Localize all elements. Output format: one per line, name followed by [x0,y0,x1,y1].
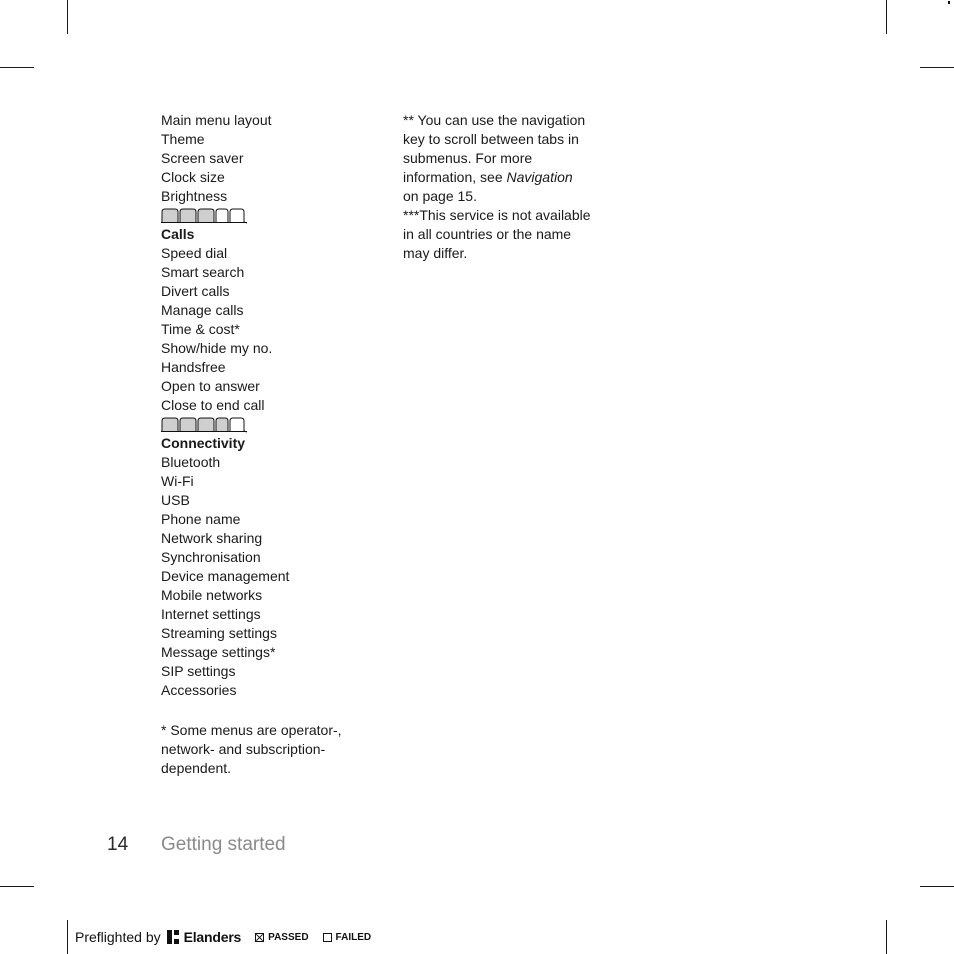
menu-item: Device management [161,568,290,584]
menu-item: Accessories [161,682,237,698]
menu-item: Mobile networks [161,587,263,603]
footnote-line: * Some menus are operator-, [161,722,342,738]
note-line: key to scroll between tabs in [403,131,579,147]
menu-item: Speed dial [161,245,228,261]
menu-item: Message settings* [161,644,276,660]
menu-item: Manage calls [161,302,244,318]
section-title: Getting started [161,834,286,855]
crop-mark [67,0,68,34]
crop-mark [67,920,68,954]
menu-item: Main menu layout [161,112,272,128]
note-line: ** You can use the navigation [403,112,586,128]
menu-item: Network sharing [161,530,263,546]
navigation-link[interactable]: Navigation [506,169,573,185]
status-failed-label: FAILED [335,931,372,943]
spacer [161,700,361,721]
menu-item: Wi-Fi [161,473,194,489]
left-column [161,111,361,778]
menu-item: SIP settings [161,663,236,679]
preflight-label: Preflighted by [75,929,161,945]
checked-box-icon [255,933,264,942]
brand-name: Elanders [183,929,242,945]
crop-mark [0,67,34,68]
note-line: on page 15. [403,188,477,204]
note-text: information, see [403,169,507,185]
right-column [403,111,603,263]
note-line: submenus. For more [403,150,533,166]
menu-item: Show/hide my no. [161,340,273,356]
section-heading-calls: Calls [161,226,195,242]
menu-item: USB [161,492,190,508]
footnote-line: network- and subscription- [161,741,326,757]
menu-item: Theme [161,131,205,147]
menu-item: Smart search [161,264,245,280]
menu-item: Screen saver [161,150,244,166]
menu-item: Divert calls [161,283,230,299]
status-failed [323,932,372,943]
crop-mark [886,0,887,34]
menu-item: Brightness [161,188,228,204]
menu-item: Handsfree [161,359,226,375]
menu-item: Streaming settings [161,625,277,641]
elanders-logo-icon [167,930,181,944]
tab-row-icon [161,206,361,225]
status-passed-label: PASSED [268,931,309,943]
crop-mark [886,920,887,954]
empty-box-icon [323,933,332,942]
section-heading-connectivity: Connectivity [161,435,246,451]
footnote-line: dependent. [161,760,232,776]
crop-mark [920,67,954,68]
menu-item: Time & cost* [161,321,240,337]
crop-mark [0,886,34,887]
menu-item: Synchronisation [161,549,261,565]
menu-item: Close to end call [161,397,265,413]
menu-item: Open to answer [161,378,260,394]
crop-mark [920,886,954,887]
note-line [403,168,603,187]
menu-item: Internet settings [161,606,261,622]
page-number: 14 [107,834,129,855]
menu-item: Clock size [161,169,225,185]
note-line: ***This service is not available [403,207,591,223]
registration-dot [948,1,950,4]
menu-item: Bluetooth [161,454,221,470]
preflight-stamp [75,926,371,948]
brand-logo [167,929,242,945]
menu-item: Phone name [161,511,241,527]
status-passed [255,932,308,943]
tab-row-icon [161,415,361,434]
note-line: may differ. [403,245,468,261]
note-line: in all countries or the name [403,226,572,242]
